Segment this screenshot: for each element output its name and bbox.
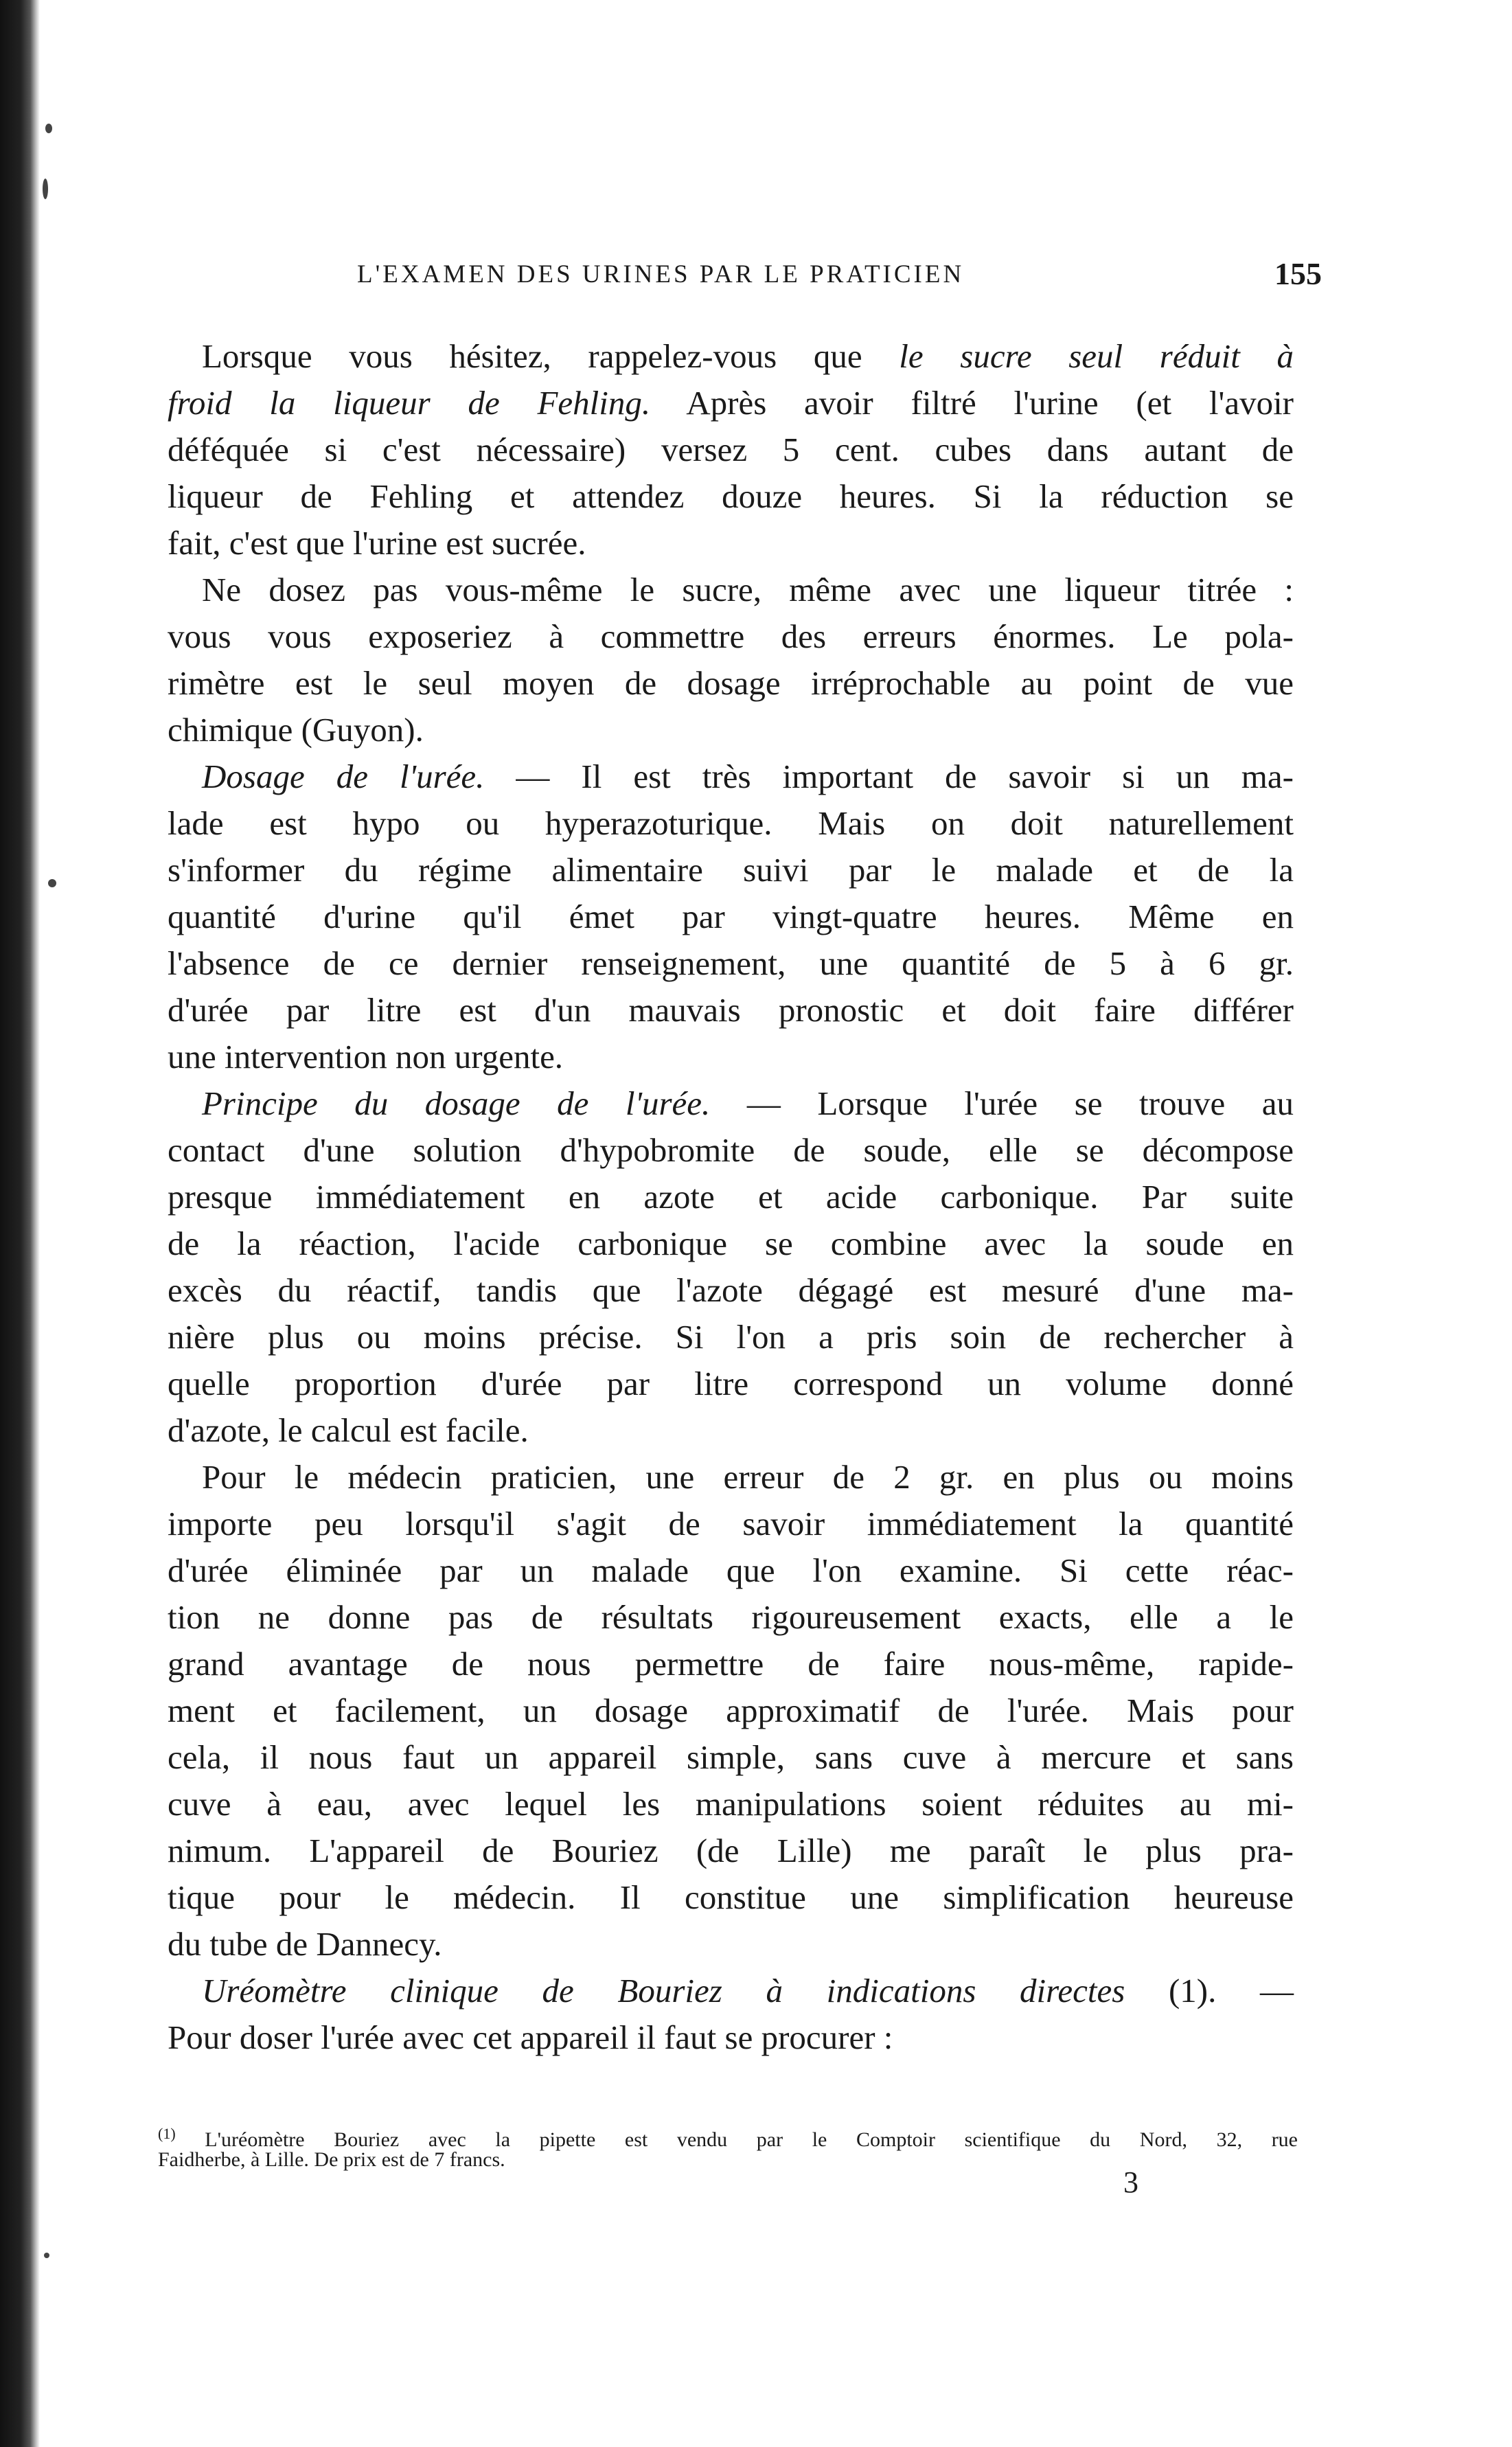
text-line: fait, c'est que l'urine est sucrée. <box>168 524 586 562</box>
text-line: excès du réactif, tandis que l'azote dégagé est mesuré d'une ma- <box>168 1271 1294 1309</box>
text-line: lade est hypo ou hyperazoturique. Mais on doit naturellement <box>168 804 1294 842</box>
text-line: s'informer du régime alimentaire suivi par le malade et de la <box>168 851 1294 889</box>
running-title: L'EXAMEN DES URINES PAR LE PRATICIEN <box>357 260 965 288</box>
text-line: d'urée par litre est d'un mauvais pronostic et doit faire différer <box>168 991 1294 1029</box>
text-line: froid la liqueur de Fehling. Après avoir filtré l'urine (et l'avoir <box>168 384 1294 422</box>
text-line: quantité d'urine qu'il émet par vingt-quatre heures. Même en <box>168 898 1294 935</box>
text-line: Pour le médecin praticien, une erreur de 2 gr. en plus ou moins <box>202 1458 1294 1496</box>
text-line: rimètre est le seul moyen de dosage irréprochable au point de vue <box>168 664 1294 702</box>
footnote-text-1: L'uréomètre Bouriez avec la pipette est vendu par le Comptoir scientifique du Nord, 32, rue <box>205 2128 1298 2151</box>
text-line: liqueur de Fehling et attendez douze heures. Si la réduction se <box>168 477 1294 515</box>
text-line: ment et facilement, un dosage approximatif de l'urée. Mais pour <box>168 1692 1294 1729</box>
footnote-text-2: Faidherbe, à Lille. De prix est de 7 francs. <box>158 2148 505 2171</box>
text-line: Ne dosez pas vous-même le sucre, même avec une liqueur titrée : <box>202 571 1294 608</box>
page-number: 155 <box>1274 256 1322 291</box>
text-line: cuve à eau, avec lequel les manipulations soient réduites au mi- <box>168 1785 1294 1823</box>
italic-heading: Uréomètre clinique de Bouriez à indications directes <box>202 1972 1125 2010</box>
text-line: Uréomètre clinique de Bouriez à indications directes (1). — <box>202 1972 1294 2010</box>
body-text <box>168 333 1294 2061</box>
text-line: cela, il nous faut un appareil simple, sans cuve à mercure et sans <box>168 1738 1294 1776</box>
text-line: tique pour le médecin. Il constitue une simplification heureuse <box>168 1878 1294 1916</box>
running-head <box>357 256 1322 301</box>
text-line: du tube de Dannecy. <box>168 1925 442 1963</box>
text-line: Principe du dosage de l'urée. — Lorsque l'urée se trouve au <box>202 1084 1294 1122</box>
text-line: grand avantage de nous permettre de faire nous-même, rapide- <box>168 1645 1294 1683</box>
text-line: quelle proportion d'urée par litre correspond un volume donné <box>168 1365 1294 1402</box>
footnote-line <box>158 2121 1298 2151</box>
text-line: tion ne donne pas de résultats rigoureusement exacts, elle a le <box>168 1598 1294 1636</box>
text-line: vous vous exposeriez à commettre des erreurs énormes. Le pola- <box>168 617 1294 655</box>
text-line: Lorsque vous hésitez, rappelez-vous que le sucre seul réduit à <box>202 337 1294 375</box>
signature-mark: 3 <box>1123 2165 1138 2199</box>
text-line: nière plus ou moins précise. Si l'on a pris soin de rechercher à <box>168 1318 1294 1356</box>
footnote-marker: (1) <box>158 2125 176 2142</box>
text-line: importe peu lorsqu'il s'agit de savoir immédiatement la quantité <box>168 1505 1294 1543</box>
text-line: une intervention non urgente. <box>168 1038 564 1075</box>
italic-heading: Principe du dosage de l'urée. <box>202 1084 711 1122</box>
text-line: d'azote, le calcul est facile. <box>168 1411 529 1449</box>
text-line: contact d'une solution d'hypobromite de soude, elle se décompose <box>168 1131 1294 1169</box>
text-line: Pour doser l'urée avec cet appareil il faut se procurer : <box>168 2018 893 2056</box>
italic-heading: Dosage de l'urée. <box>202 758 485 795</box>
scan-specks <box>41 0 96 2447</box>
text-line: nimum. L'appareil de Bouriez (de Lille) me paraît le plus pra- <box>168 1832 1294 1869</box>
text-line: l'absence de ce dernier renseignement, une quantité de 5 à 6 gr. <box>168 944 1294 982</box>
binding-edge <box>0 0 40 2447</box>
text-line: d'urée éliminée par un malade que l'on examine. Si cette réac- <box>168 1551 1294 1589</box>
text-line: déféquée si c'est nécessaire) versez 5 cent. cubes dans autant de <box>168 431 1294 468</box>
text-line: chimique (Guyon). <box>168 711 424 749</box>
text-line: de la réaction, l'acide carbonique se combine avec la soude en <box>168 1225 1294 1262</box>
text-line: presque immédiatement en azote et acide carbonique. Par suite <box>168 1178 1294 1216</box>
text-line: Dosage de l'urée. — Il est très important de savoir si un ma- <box>202 758 1294 795</box>
